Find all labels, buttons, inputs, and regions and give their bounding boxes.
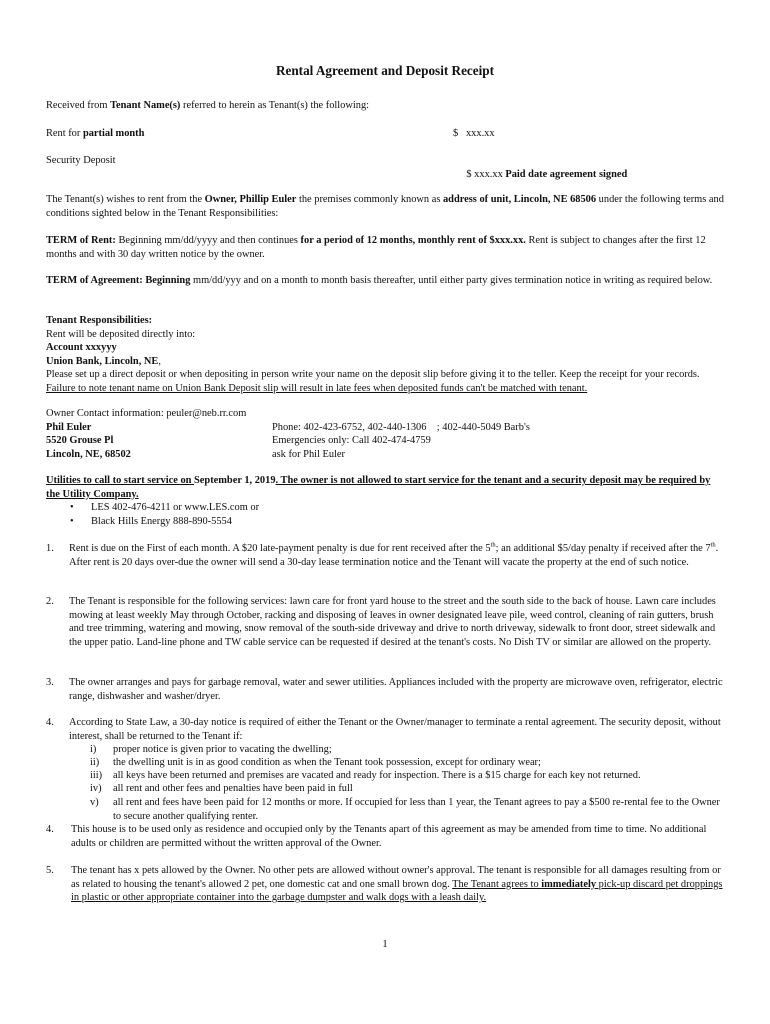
utilities-heading: Utilities to call to start service on September 1, 2019. The owner is not allowed to start service for the tenant and a security deposit may be required by the Utility Company. [46, 475, 711, 500]
term-of-rent: TERM of Rent: Beginning mm/dd/yyyy and then continues for a period of 12 months, monthly rent of $xxx.xx. Rent is subject to changes after the first 12 months and with 30 day written notice by the owner. [46, 235, 706, 260]
document-title: Rental Agreement and Deposit Receipt [275, 63, 495, 78]
sub-item: all rent and fees have been paid for 12 months or more. If occupied for less than 1 year, the Tenant agrees to pay a $500 re-rental fee to the Owner to secure another qualifying renter. [113, 797, 720, 822]
sub-item-number: ii) [90, 757, 100, 768]
intro-paragraph: The Tenant(s) wishes to rent from the Owner, Phillip Euler the premises commonly known as address of unit, Lincoln, NE 68506 under the following terms and conditions sighted below in the Tenant Responsibilities: [46, 194, 724, 219]
late-fee-warning: Failure to note tenant name on Union Bank Deposit slip will result in late fees when deposited funds can't be matched with tenant. [46, 382, 588, 394]
received-line: Received from Tenant Name(s) referred to herein as Tenant(s) the following: [46, 100, 370, 111]
item-number: 2. [46, 596, 54, 607]
term-of-agreement: TERM of Agreement: Beginning mm/dd/yyy and on a month to month basis thereafter, until either party gives termination notice in writing as required below. [46, 275, 713, 286]
bullet-icon: • [70, 516, 74, 527]
owner-contact-line: Owner Contact information: peuler@neb.rr.com [46, 408, 247, 419]
item-residence: This house is to be used only as residence and occupied only by the Tenants apart of this agreement as may be amended from time to time. No additional adults or children are permitted without the written approval of the Owner. [71, 824, 707, 849]
owner-street: 5520 Grouse Pl [46, 435, 114, 446]
item-pets: The tenant has x pets allowed by the Owner. No other pets are allowed without owner's approval. The tenant is responsible for all damages resulting from or as related to housing the tenant's allowed 2 pet, one domestic cat and one small brown dog. The Tenant agrees to immediately pick-up discard pet droppings in plastic or other appropriate container into the garbage dumpster and walk dogs with a leash daily. [71, 865, 723, 904]
sub-item-number: v) [90, 797, 99, 808]
security-deposit-amount: $ xxx.xx Paid date agreement signed [466, 168, 628, 180]
item-number: 3. [46, 677, 54, 688]
item-number: 4. [46, 824, 54, 835]
sub-item: proper notice is given prior to vacating the dwelling; [113, 744, 332, 755]
utility-les: LES 402-476-4211 or www.LES.com or [91, 502, 260, 513]
sub-item: all keys have been returned and premises are vacated and ready for inspection. There is a $15 charge for each key not returned. [113, 770, 641, 781]
item-number: 4. [46, 717, 54, 728]
item-owner-utilities: The owner arranges and pays for garbage removal, water and sewer utilities. Appliances included with the property are microwave oven, refrigerator, electric range, dishwasher and washer/dryer. [69, 677, 723, 702]
sub-item: all rent and other fees and penalties have been paid in full [113, 783, 353, 794]
rent-line: Rent for partial month [46, 128, 145, 139]
tenant-responsibilities: Tenant Responsibilities: Rent will be deposited directly into: Account xxxyyy Union Bank, Lincoln, NE, Please set up a direct deposit or when depositing in person write your name on the deposit slip before giving it to the teller. Keep the receipt for your records. Failure to note tenant name on Union Bank Deposit slip will result in late fees when deposited funds can't be matched with tenant. [46, 315, 700, 394]
sub-item-number: iii) [90, 770, 103, 781]
rent-amount: $ xxx.xx [453, 128, 495, 139]
page-number: 1 [382, 938, 388, 950]
item-number: 5. [46, 865, 54, 876]
item-rent-due: Rent is due on the First of each month. A $20 late-payment penalty is due for rent received after the 5th; an additional $5/day penalty if received after the 7th. After rent is 20 days over-due the owner will send a 30-day lease termination notice and the Tenant will vacate the property at the end of such notice. [69, 541, 719, 568]
owner-phone: Phone: 402-423-6752, 402-440-1306 ; 402-440-5049 Barb's [272, 422, 530, 433]
owner-emergency: Emergencies only: Call 402-474-4759 [272, 435, 431, 446]
item-notice: According to State Law, a 30-day notice is required of either the Tenant or the Owner/manager to terminate a rental agreement. The security deposit, without interest, shall be returned to the Tenant if: [69, 717, 721, 742]
sub-item-number: iv) [90, 783, 102, 794]
security-deposit-label: Security Deposit [46, 155, 116, 166]
owner-city: Lincoln, NE, 68502 [46, 449, 131, 460]
owner-ask: ask for Phil Euler [272, 449, 346, 460]
sub-item: the dwelling unit is in as good condition as when the Tenant took possession, except for ordinary wear; [113, 757, 541, 768]
owner-name: Phil Euler [46, 422, 92, 433]
sub-item-number: i) [90, 744, 97, 755]
utility-black-hills: Black Hills Energy 888-890-5554 [91, 516, 232, 527]
item-number: 1. [46, 543, 54, 554]
bullet-icon: • [70, 502, 74, 513]
item-tenant-services: The Tenant is responsible for the following services: lawn care for front yard house to the street and the south side to the back of house. Lawn care includes mowing at least weekly May through October, racking and disposing of leaves in owner designated leave pile, weed control, cleaning of rain gutters, brush and tree trimming, watering and mowing, snow removal of the south-side driveway and drive to north driveway, sidewalk to front door, street sidewalk and the upper patio. Land-line phone and TW cable service can be requested if desired at the tenant's costs. No Dish TV or similar are allowed on the property. [69, 596, 716, 648]
